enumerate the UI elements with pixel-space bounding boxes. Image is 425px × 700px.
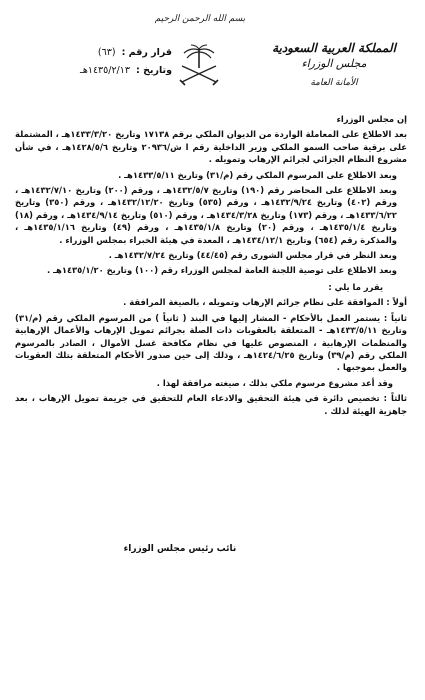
saudi-emblem-palm-swords-icon: [174, 44, 224, 88]
item-second-note: وقد أعد مشروع مرسوم ملكي بذلك ، صيغته مرافقة لهذا .: [156, 377, 393, 388]
decision-number-row: [32, 44, 172, 62]
recital-shura-decision: وبعد النظر في قرار مجلس الشورى رقم (٤٤/٤٥) وتاريخ ١٤٣٢/٧/٢٤هـ .: [108, 250, 397, 261]
recital-royal-decree: وبعد الاطلاع على المرسوم الملكي رقم (م/٣١) وتاريخ ١٤٣٣/٥/١١هـ .: [118, 169, 397, 180]
recital-transaction: بعد الاطلاع على المعاملة الواردة من الديوان الملكي برقم ١٧١٣٨ وتاريخ ١٤٣٣/٣/٢٠هـ ، المشتملة على برقية صاحب السمو الملكي وزير الداخلية رقم ا ش/٢٠٩٣٦ وتاريخ ١٤٢٨/٥/٦هـ ، في شأن مشروع النظام الجزائي لجرائم الإرهاب وتمويله .: [15, 129, 407, 165]
item-third: ثالثاً : تخصيص دائرة في هيئة التحقيق والادعاء العام للتحقيق في جريمة تمويل الإرهاب ، بعد جاهزية الهيئة لذلك .: [15, 393, 407, 416]
opening-line: إن مجلس الوزراء: [336, 114, 407, 124]
decision-body: [15, 113, 407, 420]
decision-date-row: [32, 62, 172, 80]
decision-number-label: قرار رقم :: [121, 47, 172, 58]
decision-date-label: وتاريخ :: [135, 65, 172, 76]
decision-number-value: (٦٣): [97, 47, 116, 58]
signature-title: نائب رئيس مجلس الوزراء: [123, 544, 237, 554]
item-first: أولاً : الموافقة على نظام جرائم الإرهاب وتمويله ، بالصيغة المرافقة .: [123, 297, 407, 308]
recital-minutes: وبعد الاطلاع على المحاضر رقم (١٩٠) وتاريخ ١٤٣٢/٥/٧هـ ، ورقم (٢٠٠) وتاريخ ١٤٣٢/٧/١٠هـ ، ورقم (٤٠٢) وتاريخ ١٤٣٢/٩/٢٤هـ ، ورقم (٥٣٥) وتاريخ ١٤٣٢/١٢/٢٠هـ ، ورقم (٣٥٠) وتاريخ ١٤٣٣/٦/٢٢هـ ، ورقم (١٧٣) وتاريخ ١٤٣٤/٣/٢٨هـ ، ورقم (٥١٠) وتاريخ ١٤٣٤/٩/١٤هـ ، ورقم (١٨) وتاريخ ١٤٣٥/١/٤هـ ، ورقم (٢٠) وتاريخ ١٤٣٥/١/٨هـ ، ورقم (٤٩) وتاريخ ١٤٣٥/١/١٦هـ ، والمذكرة رقم (٦٥٤) وتاريخ ١٤٣٤/١٢/١هـ ، المعدة في هيئة الخبراء بمجلس الوزراء .: [15, 185, 398, 245]
decides-heading: يقرر ما يلي :: [328, 281, 383, 292]
item-second: ثانياً : يستمر العمل بالأحكام - المشار إليها في البند ( ثانياً ) من المرسوم الملكي رقم (م/٣١) وتاريخ ١٤٣٣/٥/١١هـ - المتعلقة بالعقوبات ذات الصلة بجرائم تمويل الإرهاب والأعمال الإرهابية والمنظمات الإرهابية ، المنصوص عليها في نظام مكافحة غسل الأموال ، الصادر بالمرسوم الملكي رقم (م/٣٩) وتاريخ ١٤٢٤/٦/٢٥هـ ، وذلك إلى حين صدور الأحكام المتعلقة بتلك العقوبات والعمل بموجبها .: [15, 312, 408, 373]
recital-committee-recommendation: وبعد الاطلاع على توصية اللجنة العامة لمجلس الوزراء رقم (١٠٠) وتاريخ ١٤٣٥/١/٢٠هـ .: [47, 265, 397, 276]
basmala: بسم الله الرحمن الرحيم: [154, 14, 246, 24]
secretariat-name: الأمانة العامة: [310, 78, 358, 88]
council-name: مجلس الوزراء: [301, 57, 367, 70]
decision-date-value: ١٤٣٥/٢/١٣هـ: [80, 65, 130, 76]
issuer-block: [259, 40, 409, 90]
decision-reference: [32, 44, 172, 80]
kingdom-name: المملكة العربية السعودية: [272, 41, 396, 55]
